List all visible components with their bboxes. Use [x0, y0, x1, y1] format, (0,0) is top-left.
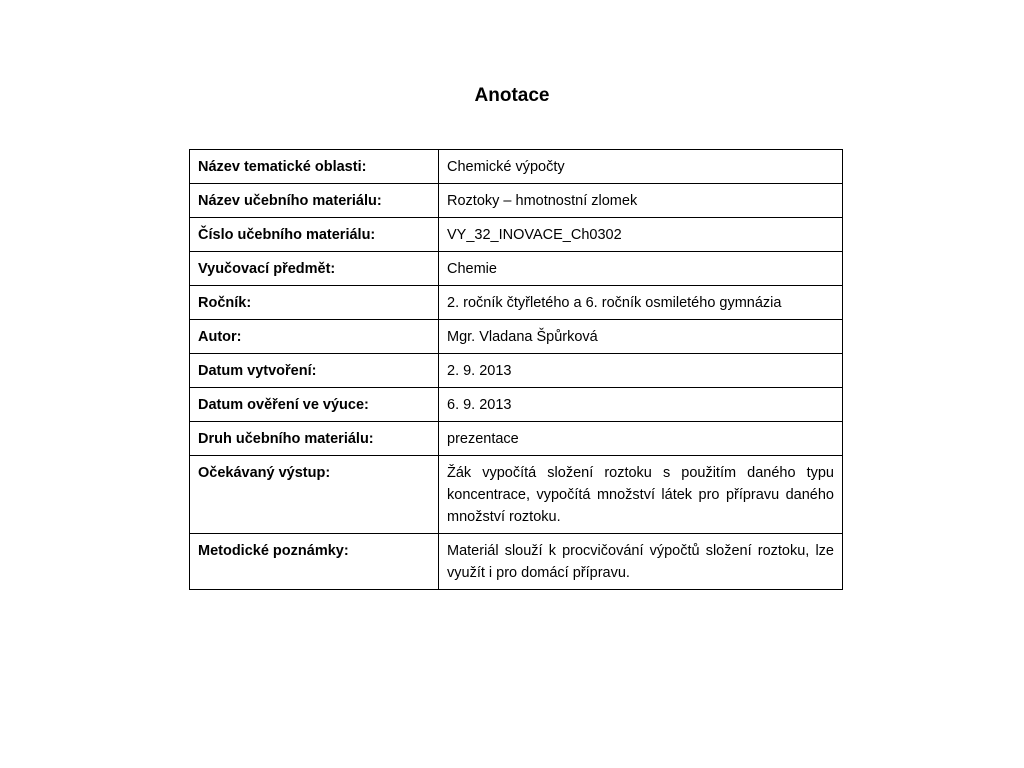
- table-row: [190, 320, 843, 354]
- annotation-table: [189, 149, 843, 590]
- row-label: Datum vytvoření:: [190, 354, 439, 388]
- row-value: Materiál slouží k procvičování výpočtů složení roztoku, lze využít i pro domácí přípravu.: [439, 534, 843, 590]
- table-row: [190, 286, 843, 320]
- page-title: Anotace: [474, 85, 550, 106]
- row-label: Název učebního materiálu:: [190, 184, 439, 218]
- table-row: [190, 218, 843, 252]
- table-row: [190, 456, 843, 534]
- row-label: Metodické poznámky:: [190, 534, 439, 590]
- row-value: Roztoky – hmotnostní zlomek: [439, 184, 843, 218]
- row-value: prezentace: [439, 422, 843, 456]
- row-label: Vyučovací předmět:: [190, 252, 439, 286]
- table-row: [190, 184, 843, 218]
- row-value: Mgr. Vladana Špůrková: [439, 320, 843, 354]
- row-label: Název tematické oblasti:: [190, 150, 439, 184]
- table-row: [190, 534, 843, 590]
- table-row: [190, 354, 843, 388]
- row-label: Očekávaný výstup:: [190, 456, 439, 534]
- row-value: 2. 9. 2013: [439, 354, 843, 388]
- row-value: Chemické výpočty: [439, 150, 843, 184]
- row-value: Chemie: [439, 252, 843, 286]
- table-row: [190, 150, 843, 184]
- row-label: Číslo učebního materiálu:: [190, 218, 439, 252]
- row-value: VY_32_INOVACE_Ch0302: [439, 218, 843, 252]
- row-label: Druh učebního materiálu:: [190, 422, 439, 456]
- row-value: Žák vypočítá složení roztoku s použitím daného typu koncentrace, vypočítá množství látek pro přípravu daného množství roztoku.: [439, 456, 843, 534]
- row-label: Datum ověření ve výuce:: [190, 388, 439, 422]
- row-value: 2. ročník čtyřletého a 6. ročník osmiletého gymnázia: [439, 286, 843, 320]
- row-label: Autor:: [190, 320, 439, 354]
- row-value: 6. 9. 2013: [439, 388, 843, 422]
- table-row: [190, 252, 843, 286]
- table-row: [190, 422, 843, 456]
- table-row: [190, 388, 843, 422]
- row-label: Ročník:: [190, 286, 439, 320]
